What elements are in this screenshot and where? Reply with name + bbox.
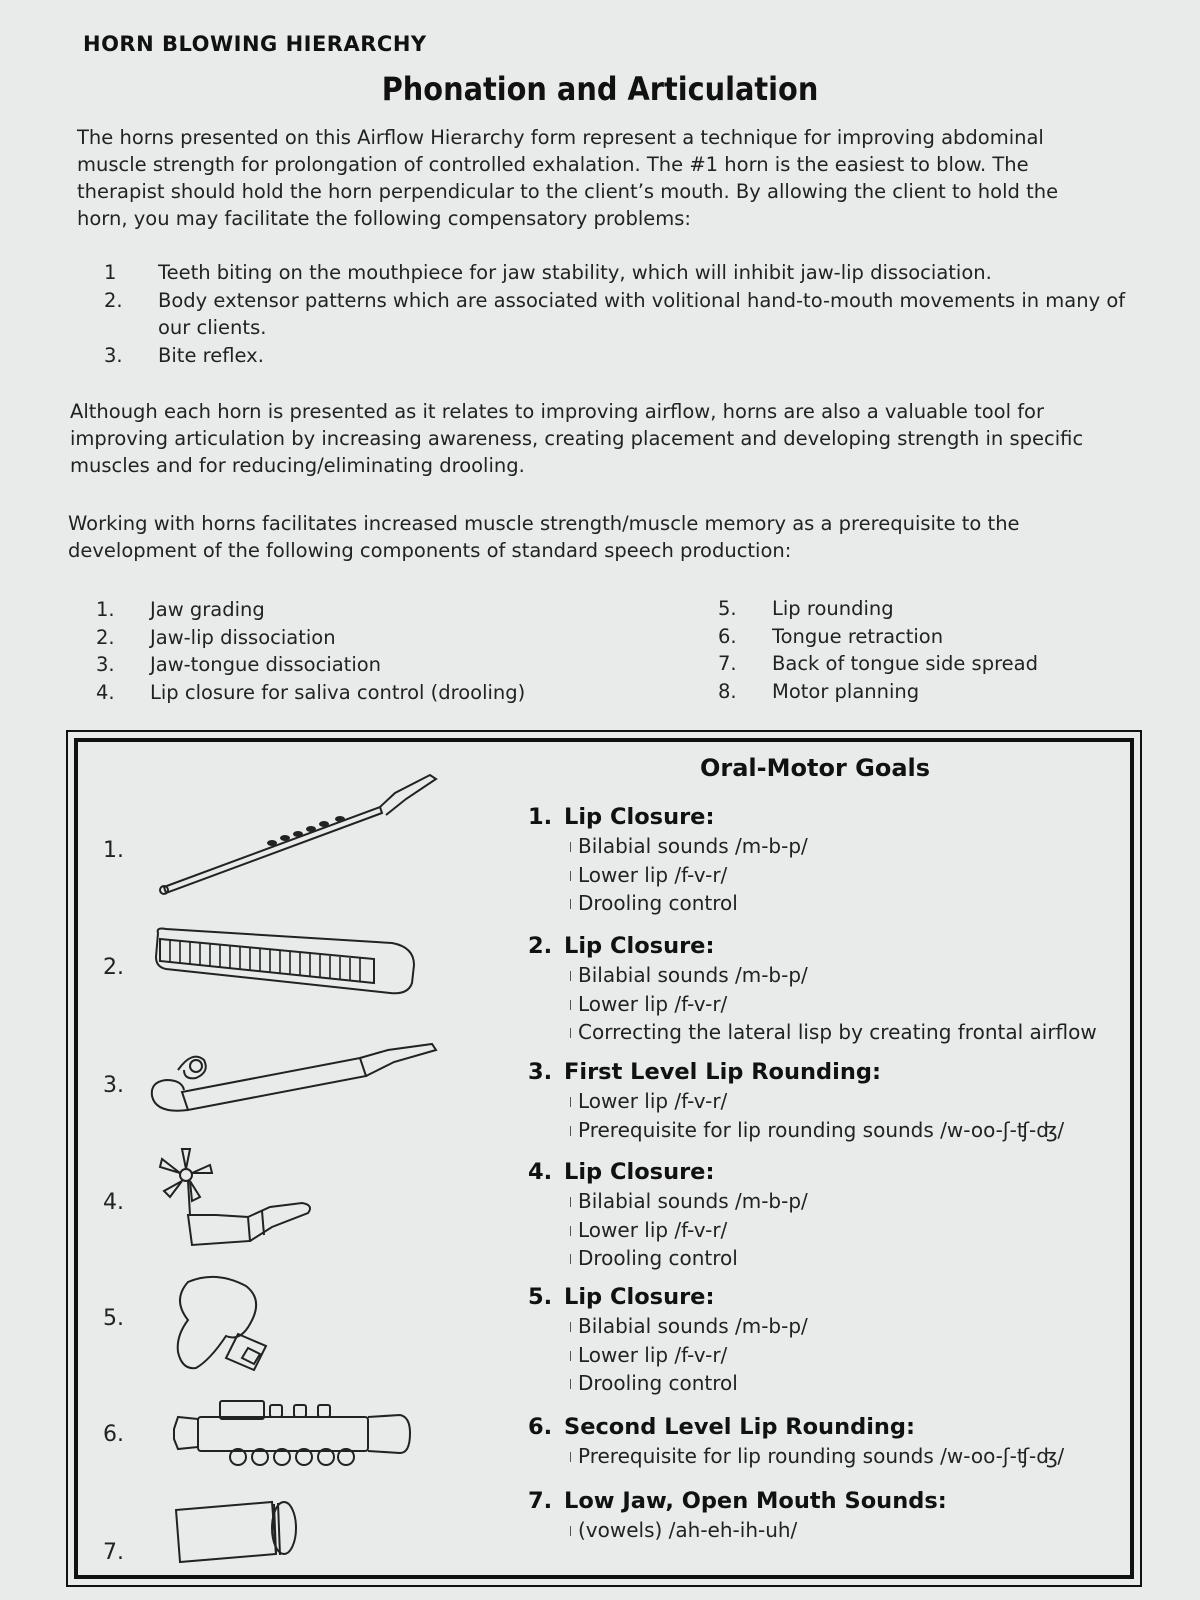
- list-item: 1 Teeth biting on the mouthpiece for jaw stability, which will inhibit jaw-lip dissociation.: [104, 261, 992, 284]
- intro-paragraph: The horns presented on this Airflow Hierarchy form represent a technique for improving abdominal muscle strength for prolongation of controlled exhalation. The #1 horn is the easiest to blow. The therapist should hold the horn perpendicular to the client’s mouth. By allowing the client to hold the horn, you may facilitate the following compensatory problems:: [77, 126, 1059, 230]
- horn-number: 6.: [103, 1422, 124, 1447]
- horn-number: 5.: [103, 1306, 124, 1331]
- goal-bullet: (vowels) /ah-eh-ih-uh/: [528, 1516, 1108, 1545]
- goal-item-7: 7. Low Jaw, Open Mouth Sounds: (vowels) /ah-eh-ih-uh/: [528, 1486, 1108, 1545]
- components-list-right: [718, 595, 1118, 705]
- goal-bullet: Drooling control: [528, 889, 1108, 918]
- goal-item-5: 5. Lip Closure: Bilabial sounds /m-b-p/ Lower lip /f-v-r/ Drooling control: [528, 1282, 1108, 1398]
- components-paragraph: Working with horns facilitates increased muscle strength/muscle memory as a prerequisite to the development of the following components of standard speech production:: [68, 512, 1020, 562]
- horn-number: 4.: [103, 1190, 124, 1215]
- list-item: 2. Jaw-lip dissociation: [96, 625, 336, 649]
- list-item: 2. Body extensor patterns which are associated with volitional hand-to-mouth movements in many of our clients.: [104, 288, 1126, 339]
- goal-bullet: Lower lip /f-v-r/: [528, 861, 1108, 890]
- goal-bullet: Drooling control: [528, 1244, 1108, 1273]
- horn-number: 1.: [103, 838, 124, 863]
- list-item: 3. Bite reflex.: [104, 343, 264, 367]
- section-label: HORN BLOWING HIERARCHY: [83, 32, 427, 56]
- goal-bullet: Bilabial sounds /m-b-p/: [528, 1312, 1108, 1341]
- horn-3-illustration: [148, 1040, 448, 1120]
- goal-bullet: Lower lip /f-v-r/: [528, 990, 1108, 1019]
- list-item: 1. Jaw grading: [96, 598, 265, 621]
- goal-bullet: Bilabial sounds /m-b-p/: [528, 961, 1108, 990]
- goal-item-4: 4. Lip Closure: Bilabial sounds /m-b-p/ Lower lip /f-v-r/ Drooling control: [528, 1157, 1108, 1273]
- goal-item-3: 3. First Level Lip Rounding: Lower lip /f-v-r/ Prerequisite for lip rounding sounds /w-oo-ʃ-ʧ-ʤ/: [528, 1057, 1108, 1144]
- list-item: 3. Jaw-tongue dissociation: [96, 653, 382, 676]
- horn-4-illustration: [152, 1145, 322, 1250]
- goal-bullet: Bilabial sounds /m-b-p/: [528, 832, 1108, 861]
- page-title: Phonation and Articulation: [381, 70, 819, 108]
- goal-bullet: Prerequisite for lip rounding sounds /w-oo-ʃ-ʧ-ʤ/: [528, 1116, 1108, 1145]
- horn-1-illustration: [150, 765, 450, 905]
- horn-number: 3.: [103, 1073, 124, 1098]
- goal-item-1: 1. Lip Closure: Bilabial sounds /m-b-p/ Lower lip /f-v-r/ Drooling control: [528, 802, 1108, 918]
- goal-bullet: Correcting the lateral lisp by creating frontal airflow: [528, 1018, 1108, 1047]
- goal-bullet: Prerequisite for lip rounding sounds /w-oo-ʃ-ʧ-ʤ/: [528, 1442, 1108, 1471]
- goal-bullet: Lower lip /f-v-r/: [528, 1216, 1108, 1245]
- horn-number: 2.: [103, 955, 124, 980]
- goals-title: Oral-Motor Goals: [700, 754, 931, 782]
- compensatory-problems-list: [104, 259, 1144, 369]
- goal-bullet: Lower lip /f-v-r/: [528, 1087, 1108, 1116]
- goal-item-2: 2. Lip Closure: Bilabial sounds /m-b-p/ Lower lip /f-v-r/ Correcting the lateral lisp by creating frontal airflow: [528, 931, 1108, 1047]
- list-item: 5. Lip rounding: [718, 597, 894, 620]
- list-item: 7. Back of tongue side spread: [718, 652, 1039, 675]
- articulation-paragraph: Although each horn is presented as it relates to improving airflow, horns are also a valuable tool for improving articulation by increasing awareness, creating placement and developing strength in specific muscles and for reducing/eliminating drooling.: [70, 400, 1084, 477]
- horn-7-illustration: [172, 1498, 312, 1568]
- horn-5-illustration: [168, 1270, 288, 1380]
- horn-2-illustration: [152, 925, 422, 1005]
- horn-number: 7.: [103, 1540, 124, 1565]
- goal-bullet: Lower lip /f-v-r/: [528, 1341, 1108, 1370]
- list-item: 6. Tongue retraction: [718, 624, 944, 648]
- components-list-left: [96, 596, 656, 706]
- horn-6-illustration: [168, 1395, 418, 1475]
- goal-item-6: 6. Second Level Lip Rounding: Prerequisite for lip rounding sounds /w-oo-ʃ-ʧ-ʤ/: [528, 1412, 1108, 1471]
- list-item: 4. Lip closure for saliva control (drooling): [96, 680, 526, 704]
- goal-bullet: Drooling control: [528, 1369, 1108, 1398]
- list-item: 8. Motor planning: [718, 679, 920, 703]
- goal-bullet: Bilabial sounds /m-b-p/: [528, 1187, 1108, 1216]
